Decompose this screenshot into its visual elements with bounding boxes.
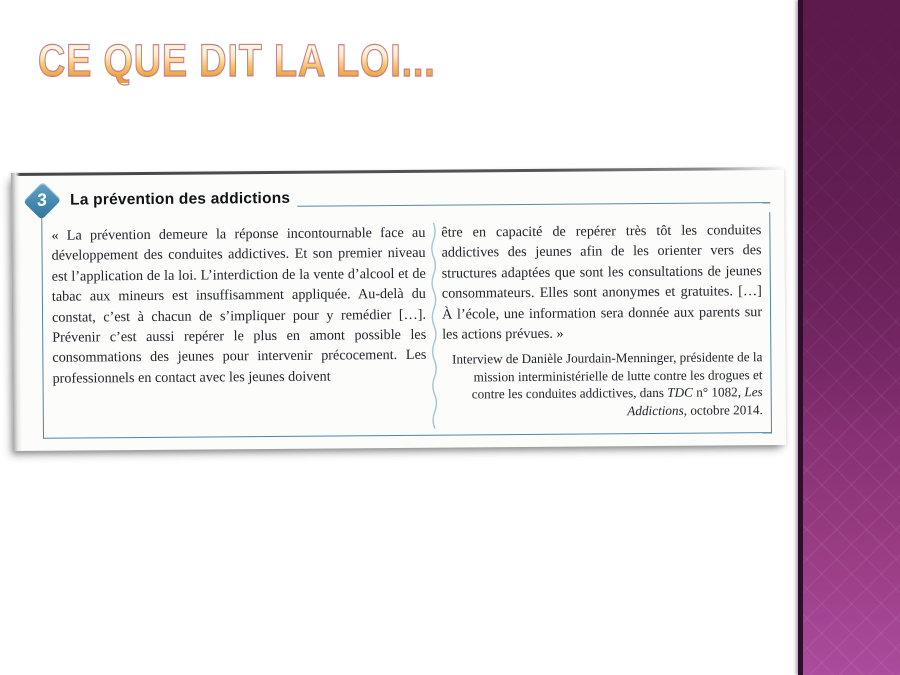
- scanned-document: [11, 167, 786, 451]
- heading-rule: [297, 202, 770, 207]
- quote-column-left: « La prévention demeure la réponse incontournable face au développement des conduites addictives. Et son premier niveau est l’application de la loi. L’interdiction de la vente d’alcool et de tabac aux mineurs est insuffisamment appliquée. Au-delà du constat, c’est à chacun de s’impliquer pour y remédier […]. Prévenir c’est aussi repérer le plus en amont possible les consommations des jeunes pour intervenir précocement. Les professionnels en contact avec les jeunes doivent: [51, 224, 427, 387]
- document-heading: La prévention des addictions: [70, 189, 291, 209]
- item-number-badge: [23, 182, 61, 220]
- citation-part: n° 1082,: [692, 384, 745, 400]
- sidebar-gradient-fade: [803, 0, 900, 675]
- citation: [442, 349, 763, 421]
- decorative-sidebar: [798, 0, 900, 675]
- quote-box: [41, 212, 772, 439]
- citation-part: Interview de Danièle Jourdain-Menninger, présidente de la mission interministérielle de lutte contre les drogues et contre les conduites addictives, dans: [451, 349, 763, 402]
- citation-journal-title: TDC: [667, 384, 693, 401]
- slide-title: CE QUE DIT LA LOI...: [38, 35, 436, 86]
- quote-right-text: être en capacité de repérer très tôt les conduites addictives des jeunes afin de les orienter vers des structures adaptées que sont les consultations de jeunes consommateurs. Elles sont anonymes et gratuites. […] À l’école, une information sera donnée aux parents sur les actions prévues. »: [441, 222, 763, 343]
- citation-issue-title: Les Addictions: [627, 384, 763, 418]
- item-number: 3: [36, 190, 48, 211]
- wavy-column-divider-icon: [425, 223, 443, 429]
- scan-top-edge: [11, 167, 784, 176]
- citation-part: , octobre 2014.: [683, 401, 763, 418]
- quote-column-right: [441, 220, 763, 429]
